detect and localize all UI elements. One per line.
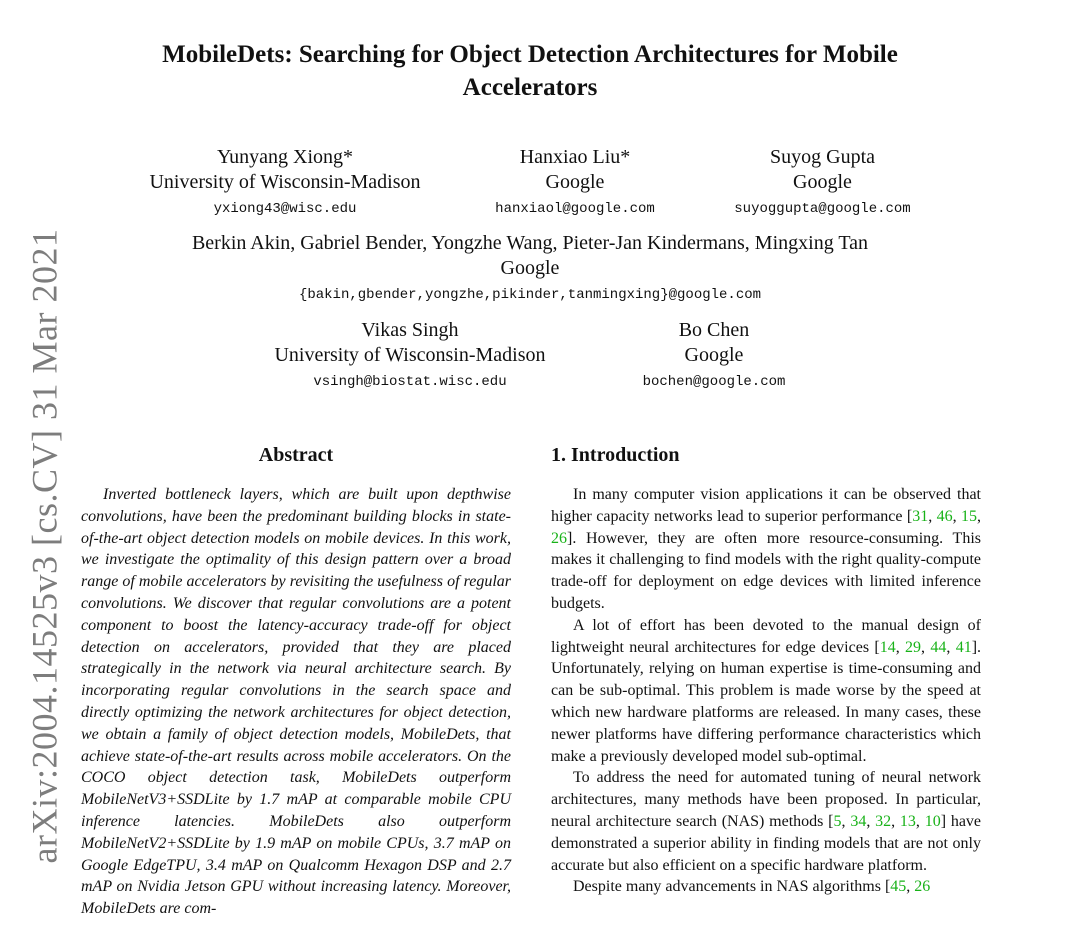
citation-link[interactable]: 29 (905, 638, 922, 656)
citation-link[interactable]: 15 (961, 507, 978, 525)
author-block-4 (120, 231, 940, 305)
author-block-3 (700, 145, 945, 219)
author-affiliation: Google (500, 257, 560, 279)
citation-link[interactable]: 34 (850, 812, 867, 830)
author-block-6 (600, 318, 828, 392)
intro-paragraph-3: To address the need for automated tuning of neural network architectures, many methods have been proposed. In particular, neural architecture search (NAS) methods [5, 34, 32, 13, 10] have demonstrated a superior ability in finding models that are not only accurate but also efficient on a specific hardware platform. (551, 769, 982, 874)
author-name: Hanxiao Liu* (519, 146, 631, 168)
author-email: suyoggupta@google.com (734, 201, 911, 217)
introduction-body (551, 484, 981, 898)
author-name: Yunyang Xiong* (216, 146, 354, 168)
abstract-text: Inverted bottleneck layers, which are built upon depthwise convolutions, have been the predominant building blocks in state-of-the-art object detection models on mobile devices. In this work, we investigate the optimality of this design pattern over a broad range of mobile accelerators by revisiting the usefulness of regular convolutions. We discover that regular convolutions are a potent component to boost the latency-accuracy trade-off for object detection on accelerators, provided that they are placed strategically in the network via neural architecture search. By incorporating regular convolutions in the search space and directly optimizing the network architectures for object detection, we obtain a family of object detection models, MobileDets, that achieve state-of-the-art results across mobile accelerators. On the COCO object detection task, MobileDets outperform MobileNetV3+SSDLite by 1.7 mAP at comparable mobile CPU inference latencies. MobileDets also outperform MobileNetV2+SSDLite by 1.9 mAP on mobile CPUs, 3.7 mAP on Google EdgeTPU, 3.4 mAP on Qualcomm Hexagon DSP and 2.7 mAP on Nvidia Jetson GPU without increasing latency. Moreover, MobileDets are com- (81, 486, 511, 918)
citation-link[interactable]: 32 (875, 812, 892, 830)
intro-paragraph-2: A lot of effort has been devoted to the manual design of lightweight neural architectures for edge devices [14, 29, 44, 41]. Unfortunately, relying on human expertise is time-consuming and can be sub-optimal. This problem is made worse by the speed at which new hardware platforms are released. In many cases, these newer platforms have differing performance characteristics which make a previously developed model sub-optimal. (551, 616, 982, 765)
citation-link[interactable]: 5 (833, 812, 842, 830)
author-email: vsingh@biostat.wisc.edu (313, 374, 507, 390)
citation-link[interactable]: 45 (890, 878, 907, 896)
citation-link[interactable]: 14 (879, 638, 896, 656)
citation-link[interactable]: 13 (899, 812, 916, 830)
intro-paragraph-4: Despite many advancements in NAS algorithms [45, 26 (573, 878, 931, 896)
abstract-heading: Abstract (258, 444, 334, 466)
citation-link[interactable]: 31 (912, 507, 929, 525)
abstract-body (81, 484, 511, 920)
citation-link[interactable]: 26 (551, 529, 567, 547)
author-block-5 (250, 318, 570, 392)
author-name: Vikas Singh (361, 319, 459, 341)
citation-link[interactable]: 10 (924, 812, 941, 830)
author-email: {bakin,gbender,yongzhe,pikinder,tanmingxing}@google.com (298, 287, 762, 303)
author-name: Berkin Akin, Gabriel Bender, Yongzhe Wang, Pieter-Jan Kindermans, Mingxing Tan (191, 232, 869, 254)
author-affiliation: Google (684, 344, 744, 366)
author-block-2 (460, 145, 690, 219)
citation-link[interactable]: 44 (930, 638, 947, 656)
author-email: hanxiaol@google.com (495, 201, 655, 217)
author-email: bochen@google.com (642, 374, 786, 390)
author-email: yxiong43@wisc.edu (213, 201, 357, 217)
author-affiliation: University of Wisconsin-Madison (274, 344, 546, 366)
intro-paragraph-1: In many computer vision applications it can be observed that higher capacity networks lead to superior performance [31, 46, 15, 26]. However, they are often more resource-consuming. This makes it challenging to find models with the right quality-compute trade-off for deployment on edge devices with limited inference budgets. (551, 486, 982, 612)
citation-link[interactable]: 46 (936, 507, 953, 525)
author-affiliation: Google (793, 171, 852, 193)
citation-link[interactable]: 41 (955, 638, 972, 656)
citation-link[interactable]: 26 (914, 878, 931, 896)
introduction-heading: 1. Introduction (551, 444, 680, 466)
author-block-1 (120, 145, 450, 219)
author-name: Suyog Gupta (770, 146, 875, 168)
author-affiliation: University of Wisconsin-Madison (149, 171, 421, 193)
author-name: Bo Chen (678, 319, 750, 341)
author-affiliation: Google (545, 171, 605, 193)
paper-title: MobileDets: Searching for Object Detection Architectures for Mobile Accelerators (162, 41, 898, 101)
arxiv-side-identifier: arXiv:2004.14525v3 [cs.CV] 31 Mar 2021 (24, 228, 65, 864)
arxiv-side-identifier-wrap (22, 226, 66, 866)
